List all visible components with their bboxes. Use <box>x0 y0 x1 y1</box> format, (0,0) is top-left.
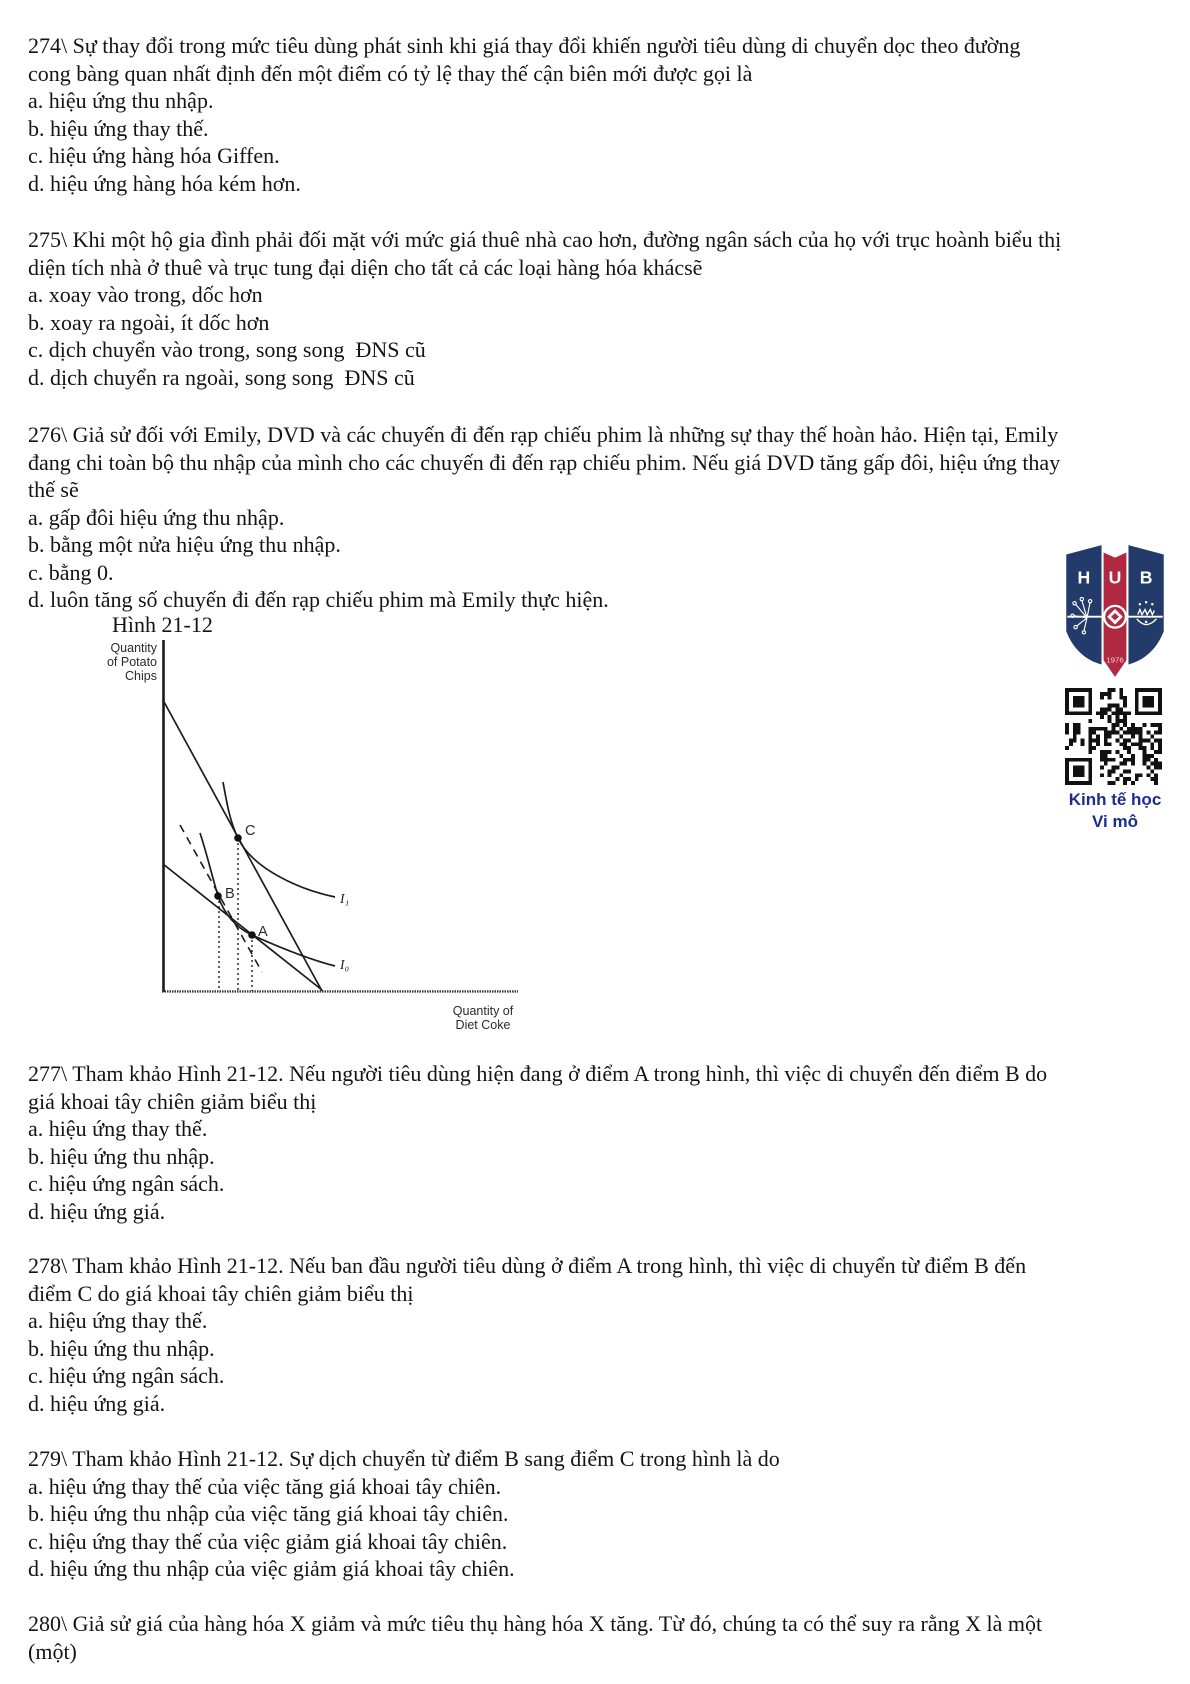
question-277 <box>28 1060 1178 1225</box>
option-a: a. gấp đôi hiệu ứng thu nhập. <box>28 504 285 530</box>
point-label-B: B <box>225 886 235 902</box>
y-axis-label-line: of Potato <box>106 655 157 669</box>
option-c: c. dịch chuyển vào trong, song song ĐNS cũ <box>28 337 426 362</box>
question-stem-line: thế sẽ <box>28 477 79 502</box>
hub-logo <box>1063 540 1167 680</box>
curve-label-I1: I₁ <box>340 891 350 906</box>
option-d: d. hiệu ứng thu nhập của việc giảm giá khoai tây chiên. <box>28 1556 515 1581</box>
question-275 <box>28 226 1178 391</box>
question-stem-line: đang chi toàn bộ thu nhập của mình cho các chuyến đi đến rạp chiếu phim. Nếu giá DVD tăng gấp đôi, hiệu ứng thay <box>28 449 1061 475</box>
option-b: b. xoay ra ngoài, ít dốc hơn <box>28 309 270 335</box>
logo-letter-h: H <box>1077 567 1091 588</box>
question-stem-line: điểm C do giá khoai tây chiên giảm biểu thị <box>28 1280 414 1306</box>
option-d: d. hiệu ứng hàng hóa kém hơn. <box>28 170 301 196</box>
brand-caption <box>1053 789 1177 833</box>
x-axis-label-line: Quantity of <box>452 1004 514 1018</box>
question-274 <box>28 32 1178 197</box>
figure-title: Hình 21-12 <box>112 612 213 637</box>
option-c: c. hiệu ứng hàng hóa Giffen. <box>28 143 280 168</box>
option-c: c. hiệu ứng ngân sách. <box>28 1171 225 1196</box>
y-axis-label-line: Quantity <box>110 641 157 655</box>
shield-left-panel <box>1066 545 1101 664</box>
indifference-curve-figure <box>90 634 560 1036</box>
x-axis-label-line: Diet Coke <box>455 1018 511 1032</box>
question-stem-line: (một) <box>28 1638 77 1664</box>
option-a: a. hiệu ứng thay thế. <box>28 1116 208 1141</box>
point-C <box>234 834 242 842</box>
y-axis-label-line: Chips <box>125 669 157 683</box>
question-stem-line: 278\ Tham khảo Hình 21-12. Nếu ban đầu người tiêu dùng ở điểm A trong hình, thì việc di chuyển từ điểm B đến <box>28 1253 1027 1278</box>
option-b: b. hiệu ứng thu nhập. <box>28 1143 215 1169</box>
original-budget-line <box>163 864 322 990</box>
logo-letter-u: U <box>1108 567 1122 588</box>
question-stem-line: 277\ Tham khảo Hình 21-12. Nếu người tiêu dùng hiện đang ở điểm A trong hình, thì việc di chuyển đến điểm B do <box>28 1061 1048 1086</box>
question-stem-line: diện tích nhà ở thuê và trục tung đại diện cho tất cả các loại hàng hóa khácsẽ <box>28 254 703 280</box>
curve-label-I0: I₀ <box>340 957 350 972</box>
option-b: b. bằng một nửa hiệu ứng thu nhập. <box>28 532 341 557</box>
option-a: a. hiệu ứng thay thế của việc tăng giá khoai tây chiên. <box>28 1473 502 1499</box>
question-stem-line: 280\ Giả sử giá của hàng hóa X giảm và mức tiêu thụ hàng hóa X tăng. Từ đó, chúng ta có thể suy ra rằng X là một <box>28 1611 1043 1636</box>
point-A <box>248 931 256 939</box>
shield-right-panel <box>1128 545 1163 664</box>
point-B <box>214 892 222 900</box>
point-label-C: C <box>245 823 256 839</box>
question-278 <box>28 1252 1178 1417</box>
option-d: d. hiệu ứng giá. <box>28 1198 166 1224</box>
question-stem-line: 274\ Sự thay đổi trong mức tiêu dùng phát sinh khi giá thay đổi khiến người tiêu dùng di chuyển dọc theo đường <box>28 33 1021 58</box>
question-stem-line: cong bàng quan nhất định đến một điểm có tỷ lệ thay thế cận biên mới được gọi là <box>28 60 753 86</box>
option-a: a. hiệu ứng thu nhập. <box>28 88 214 113</box>
caption-line-2: Vi mô <box>1092 812 1138 831</box>
option-d: d. luôn tăng số chuyến đi đến rạp chiếu phim mà Emily thực hiện. <box>28 587 609 612</box>
question-stem-line: giá khoai tây chiên giảm biểu thị <box>28 1088 317 1114</box>
logo-letter-b: B <box>1139 567 1153 588</box>
question-280 <box>28 1610 1178 1665</box>
caption-line-1: Kinh tế học <box>1068 790 1162 809</box>
compensated-budget-line-dashed <box>180 825 262 972</box>
question-stem-line: 276\ Giả sử đối với Emily, DVD và các chuyến đi đến rạp chiếu phim là những sự thay thế hoàn hảo. Hiện tại, Emily <box>28 422 1059 447</box>
logo-year: 1976 <box>1106 655 1124 665</box>
question-276 <box>28 421 1178 614</box>
option-b: b. hiệu ứng thay thế. <box>28 115 209 141</box>
option-d: d. hiệu ứng giá. <box>28 1390 166 1416</box>
point-label-A: A <box>258 924 268 940</box>
question-279 <box>28 1445 1178 1583</box>
option-c: c. bằng 0. <box>28 559 114 585</box>
option-b: b. hiệu ứng thu nhập của việc tăng giá khoai tây chiên. <box>28 1501 509 1526</box>
option-b: b. hiệu ứng thu nhập. <box>28 1335 215 1361</box>
option-d: d. dịch chuyển ra ngoài, song song ĐNS cũ <box>28 364 415 390</box>
option-a: a. hiệu ứng thay thế. <box>28 1308 208 1333</box>
option-a: a. xoay vào trong, dốc hơn <box>28 282 263 307</box>
question-stem-line: 275\ Khi một hộ gia đình phải đối mặt với mức giá thuê nhà cao hơn, đường ngân sách của họ với trục hoành biểu thị <box>28 227 1062 252</box>
option-c: c. hiệu ứng ngân sách. <box>28 1363 225 1388</box>
option-c: c. hiệu ứng thay thế của việc giảm giá khoai tây chiên. <box>28 1528 508 1554</box>
qr-code <box>1065 688 1162 785</box>
question-stem-line: 279\ Tham khảo Hình 21-12. Sự dịch chuyển từ điểm B sang điểm C trong hình là do <box>28 1446 780 1471</box>
coin-emblem-icon <box>1104 606 1126 628</box>
